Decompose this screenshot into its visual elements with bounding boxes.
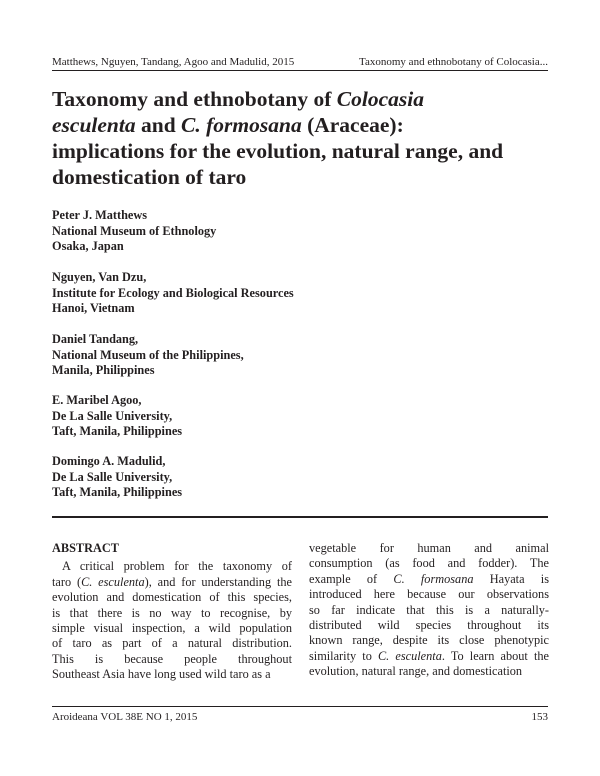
author-location: Hanoi, Vietnam <box>52 301 135 315</box>
abstract-text: taro ( <box>52 574 82 589</box>
author-name: Peter J. Matthews <box>52 208 148 222</box>
abstract-species: C. esculenta <box>81 574 145 589</box>
running-head-authors: Matthews, Nguyen, Tandang, Agoo and Madulid, 2015 <box>52 56 295 68</box>
author-block <box>52 454 182 501</box>
author-affiliation: De La Salle University, <box>52 408 173 423</box>
abstract-line: Southeast Asia have long used wild taro as a <box>52 667 271 682</box>
title-line-3: implications for the evolution, natural range, and <box>52 139 504 163</box>
footer-rule <box>52 706 548 707</box>
abstract-line <box>309 572 549 587</box>
running-head <box>52 56 548 68</box>
abstract-text: Hayata is <box>473 571 549 586</box>
title-text: Taxonomy and ethnobotany of <box>52 87 337 111</box>
author-name: Nguyen, Van Dzu, <box>52 270 147 284</box>
abstract-line <box>309 649 549 664</box>
abstract-line: introduced here because our observations <box>309 587 549 602</box>
title-text: (Araceae): <box>301 113 404 137</box>
abstract-text: similarity to <box>309 648 378 663</box>
title-text: and <box>135 113 182 137</box>
abstract-line: is that there is no way to recognise, by <box>52 605 292 620</box>
paper-title <box>52 86 552 190</box>
abstract-line: of taro as part of a natural distribution. <box>52 636 292 651</box>
author-location: Osaka, Japan <box>52 239 124 253</box>
author-location: Taft, Manila, Philippines <box>52 485 183 499</box>
abstract-text: . To learn about the <box>441 648 549 663</box>
author-name: Daniel Tandang, <box>52 332 139 346</box>
abstract-text: ), and for understanding the <box>144 574 292 589</box>
abstract-line: simple visual inspection, a wild population <box>52 620 292 635</box>
abstract-line: evolution, natural range, and domestication <box>309 664 523 679</box>
title-species-2: C. formosana <box>181 113 302 137</box>
author-block <box>52 208 216 255</box>
abstract-column-left <box>52 541 292 683</box>
author-name: E. Maribel Agoo, <box>52 393 142 407</box>
abstract-line: vegetable for human and animal <box>309 541 549 555</box>
author-affiliation: National Museum of Ethnology <box>52 223 217 238</box>
abstract-line: A critical problem for the taxonomy of <box>62 559 292 574</box>
author-name: Domingo A. Madulid, <box>52 454 166 468</box>
journal-citation: Aroideana VOL 38E NO 1, 2015 <box>52 711 198 723</box>
author-affiliation: National Museum of the Philippines, <box>52 347 244 362</box>
abstract-line: consumption (as food and fodder). The <box>309 556 549 571</box>
abstract-text: example of <box>309 571 394 586</box>
abstract-species: C. esculenta <box>377 648 442 663</box>
header-rule <box>52 70 548 71</box>
abstract-line: evolution and domestication of this species, <box>52 590 292 605</box>
abstract-column-right <box>309 541 549 680</box>
abstract-line <box>52 575 292 590</box>
abstract-line: so far indicate that this is a naturally- <box>309 602 549 617</box>
running-head-title: Taxonomy and ethnobotany of Colocasia... <box>359 56 548 68</box>
abstract-line: distributed wild species throughout its <box>309 617 549 632</box>
title-genus: Colocasia <box>336 87 424 111</box>
section-rule <box>52 516 548 518</box>
page-footer <box>52 711 548 723</box>
author-block <box>52 393 182 440</box>
author-block <box>52 270 294 317</box>
author-location: Manila, Philippines <box>52 363 155 377</box>
page-number: 153 <box>531 711 548 723</box>
abstract-line: This is because people throughout <box>52 651 292 666</box>
author-block <box>52 332 244 379</box>
title-line-4: domestication of taro <box>52 165 247 189</box>
author-affiliation: De La Salle University, <box>52 469 173 484</box>
author-location: Taft, Manila, Philippines <box>52 424 183 438</box>
abstract-line: known range, despite its close phenotypic <box>309 633 549 648</box>
title-line-1 <box>52 86 552 112</box>
abstract-species: C. formosana <box>393 571 474 586</box>
title-line-2 <box>52 112 552 138</box>
title-species: esculenta <box>52 113 136 137</box>
abstract-heading: ABSTRACT <box>52 541 119 555</box>
author-affiliation: Institute for Ecology and Biological Resources <box>52 285 294 300</box>
